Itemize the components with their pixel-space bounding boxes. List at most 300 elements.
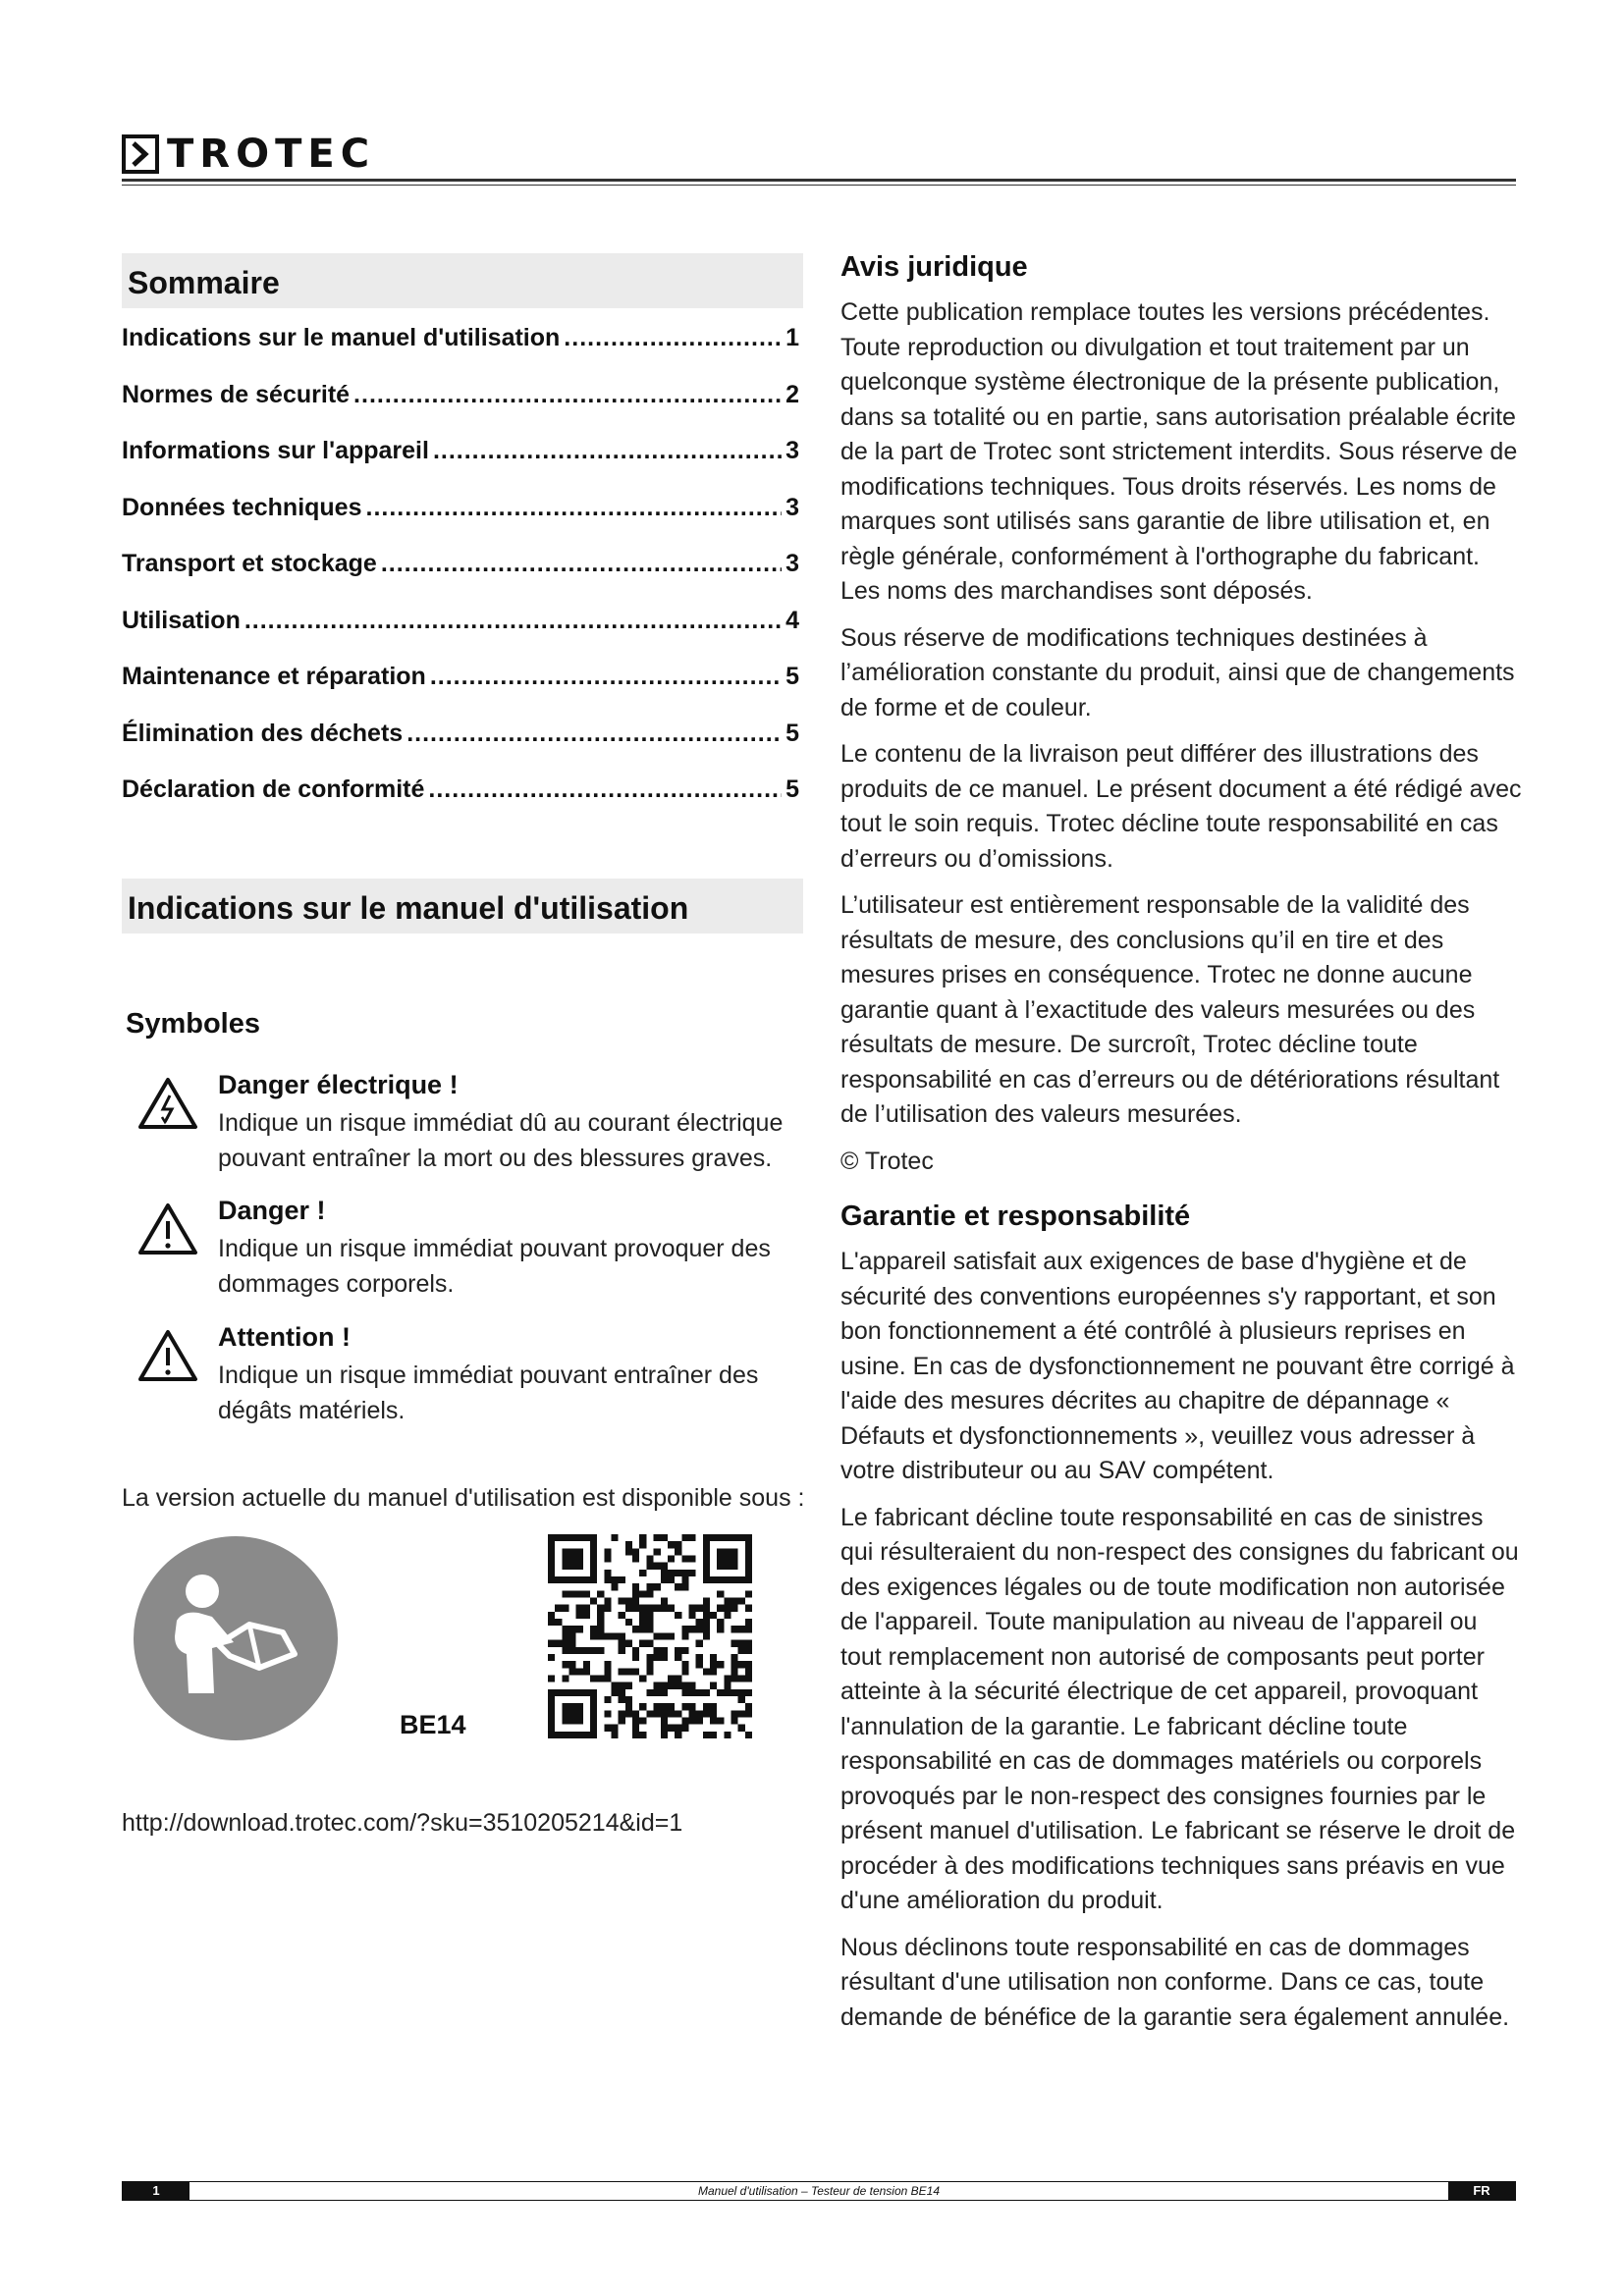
qr-module	[583, 1612, 590, 1619]
qr-module	[688, 1556, 695, 1563]
qr-module	[668, 1682, 675, 1689]
toc-leader-dots	[406, 720, 782, 748]
qr-module	[745, 1689, 752, 1696]
qr-module	[654, 1703, 661, 1710]
qr-module	[738, 1725, 745, 1732]
qr-module	[724, 1732, 731, 1738]
qr-module	[675, 1612, 681, 1619]
qr-module	[738, 1626, 745, 1632]
symbol-description	[218, 1358, 807, 1428]
qr-module	[731, 1605, 737, 1612]
toc-entry-title: Données techniques	[122, 493, 362, 521]
qr-module	[632, 1598, 639, 1605]
legal-paragraph: Le contenu de la livraison peut différer des illustrations des produits de ce manuel. Le présent document a été rédigé avec tout le soin requis. Trotec décline toute responsabilité en cas d’erreurs ou d’omissions.	[840, 740, 1522, 873]
qr-module	[632, 1590, 639, 1597]
symbol-description	[218, 1231, 807, 1302]
qr-module	[646, 1689, 653, 1696]
qr-module	[562, 1548, 583, 1570]
qr-module	[625, 1605, 632, 1612]
qr-module	[583, 1668, 590, 1675]
qr-module	[745, 1619, 752, 1626]
qr-module	[569, 1647, 576, 1654]
qr-module	[583, 1647, 590, 1654]
qr-module	[548, 1612, 555, 1619]
qr-module	[632, 1556, 639, 1563]
qr-module	[661, 1710, 668, 1717]
qr-module	[688, 1682, 695, 1689]
qr-module	[654, 1689, 661, 1696]
legal-heading: Avis juridique	[840, 251, 1028, 283]
qr-module	[675, 1732, 681, 1738]
qr-module	[681, 1703, 688, 1710]
qr-module	[675, 1675, 681, 1682]
qr-module	[597, 1632, 604, 1639]
toc-leader-dots	[433, 437, 782, 465]
qr-module	[703, 1689, 710, 1696]
qr-module	[696, 1640, 703, 1647]
qr-module	[625, 1548, 632, 1555]
qr-module	[696, 1689, 703, 1696]
qr-module	[745, 1626, 752, 1632]
qr-module	[597, 1619, 604, 1626]
qr-module	[696, 1619, 703, 1626]
qr-module	[696, 1654, 703, 1661]
qr-module	[724, 1689, 731, 1696]
qr-module	[604, 1661, 611, 1668]
toc-leader-dots	[430, 663, 782, 691]
qr-module	[745, 1675, 752, 1682]
qr-module	[703, 1668, 710, 1675]
toc-leader-dots	[564, 324, 782, 352]
qr-module	[576, 1647, 583, 1654]
qr-module	[612, 1632, 619, 1639]
toc-heading-box	[122, 253, 803, 308]
qr-module	[548, 1619, 555, 1626]
qr-module	[654, 1682, 661, 1689]
qr-module	[562, 1590, 568, 1597]
warranty-paragraph: L'appareil satisfait aux exigences de base d'hygiène et de sécurité des conventions européennes s'y rapportant, et son bon fonctionnement a été contrôlé à plusieurs reprises en usine. En cas de dysfonctionnement ne pouvant être corrigé à l'aide des mesures décrites au chapitre de dépannage « Défauts et dysfonctionnements », veuillez vous adresser à votre distributeur ou au SAV compétent.	[840, 1248, 1515, 1484]
qr-module	[619, 1668, 625, 1675]
qr-module	[731, 1717, 737, 1724]
qr-module	[619, 1682, 625, 1689]
toc-leader-dots	[366, 494, 783, 522]
qr-module	[576, 1612, 583, 1619]
qr-module	[569, 1668, 576, 1675]
qr-module	[745, 1590, 752, 1597]
qr-module	[731, 1640, 737, 1647]
qr-module	[619, 1612, 625, 1619]
toc-entry-title: Normes de sécurité	[122, 380, 351, 408]
qr-module	[703, 1710, 710, 1717]
qr-module	[731, 1668, 737, 1675]
qr-module	[639, 1605, 646, 1612]
qr-module	[654, 1710, 661, 1717]
toc-entry[interactable]	[122, 494, 799, 551]
qr-module	[597, 1612, 604, 1619]
qr-module	[625, 1710, 632, 1717]
qr-module	[654, 1534, 661, 1541]
qr-module	[661, 1732, 668, 1738]
qr-module	[710, 1654, 717, 1661]
qr-module	[696, 1626, 703, 1632]
qr-module	[738, 1675, 745, 1682]
toc-entry-title: Déclaration de conformité	[122, 775, 425, 803]
qr-module	[688, 1689, 695, 1696]
toc-heading: Sommaire	[128, 265, 280, 300]
qr-module	[562, 1605, 568, 1612]
warranty-heading: Garantie et responsabilité	[840, 1201, 1191, 1232]
qr-module	[738, 1598, 745, 1605]
qr-module	[646, 1590, 653, 1597]
qr-module	[724, 1612, 731, 1619]
qr-module	[569, 1626, 576, 1632]
toc-entry[interactable]	[122, 324, 799, 381]
qr-module	[710, 1661, 717, 1668]
electric-warning-icon	[137, 1076, 198, 1131]
qr-module	[661, 1563, 668, 1570]
qr-module	[710, 1710, 717, 1717]
qr-module	[562, 1675, 568, 1682]
read-manual-icon	[132, 1534, 340, 1742]
qr-module	[661, 1682, 668, 1689]
qr-module	[639, 1619, 646, 1626]
symbol-title: Danger électrique !	[218, 1070, 459, 1099]
qr-module	[646, 1612, 653, 1619]
qr-module	[548, 1675, 555, 1682]
qr-module	[710, 1732, 717, 1738]
qr-module	[619, 1632, 625, 1639]
qr-module	[619, 1696, 625, 1703]
qr-module	[661, 1717, 668, 1724]
qr-module	[675, 1710, 681, 1717]
legal-paragraph: Cette publication remplace toutes les versions précédentes. Toute reproduction ou divulgation et tout traitement par un quelconque système électronique de la présente publication, dans sa totalité ou en partie, sans autorisation préalable écrite de la part de Trotec sont strictement interdits. Sous réserve de modifications techniques. Tous droits réservés. Les noms de marques sont utilisés sans garantie de libre utilisation et, en règle générale, conformément à l'orthographe du fabricant. Les noms des marchandises sont déposés.	[840, 298, 1518, 605]
symbol-electric-danger	[122, 1070, 809, 1188]
qr-module	[555, 1640, 562, 1647]
header-rule	[122, 179, 1516, 182]
qr-module	[745, 1732, 752, 1738]
qr-module	[688, 1605, 695, 1612]
qr-module	[625, 1682, 632, 1689]
toc-leader-dots	[244, 607, 782, 635]
qr-module	[675, 1647, 681, 1654]
brand-name: TROTEC	[167, 132, 376, 177]
toc-leader-dots	[428, 775, 782, 804]
toc-entry-page: 3	[785, 493, 799, 521]
toc-entry-title: Utilisation	[122, 606, 241, 634]
warranty-paragraph: Nous déclinons toute responsabilité en cas de dommages résultant d'une utilisation non conforme. Dans ce cas, toute demande de bénéfice de la garantie sera également annulée.	[840, 1933, 1510, 2031]
qr-module	[710, 1612, 717, 1619]
qr-module	[738, 1661, 745, 1668]
qr-module	[646, 1654, 653, 1661]
qr-module	[612, 1682, 619, 1689]
qr-module	[688, 1703, 695, 1710]
qr-module	[654, 1654, 661, 1661]
qr-module	[717, 1626, 724, 1632]
qr-module	[646, 1661, 653, 1668]
qr-module	[696, 1710, 703, 1717]
qr-module	[654, 1563, 661, 1570]
qr-module	[688, 1626, 695, 1632]
qr-module	[675, 1654, 681, 1661]
qr-module	[668, 1675, 675, 1682]
qr-module	[632, 1710, 639, 1717]
qr-module	[681, 1725, 688, 1732]
qr-module	[654, 1632, 661, 1639]
toc-entry[interactable]	[122, 720, 799, 776]
symbol-line: dommages corporels.	[218, 1270, 455, 1298]
qr-module	[688, 1570, 695, 1576]
warning-icon	[137, 1201, 198, 1256]
qr-module	[731, 1654, 737, 1661]
qr-module	[612, 1576, 619, 1583]
legal-paragraph: Sous réserve de modifications techniques destinées à l’amélioration constante du produit, ainsi que de changements de forme et de couleur.	[840, 623, 1515, 721]
qr-module	[562, 1632, 568, 1639]
download-url[interactable]: http://download.trotec.com/?sku=3510205214&id=1	[122, 1809, 683, 1837]
qr-module	[675, 1541, 681, 1548]
qr-module	[738, 1710, 745, 1717]
symbol-line: Indique un risque immédiat pouvant provoquer des	[218, 1235, 771, 1262]
qr-module	[562, 1661, 568, 1668]
qr-module	[696, 1605, 703, 1612]
qr-module	[646, 1640, 653, 1647]
qr-module	[646, 1619, 653, 1626]
qr-module	[639, 1675, 646, 1682]
page-number: 1	[123, 2182, 189, 2200]
qr-module	[632, 1548, 639, 1555]
qr-module	[668, 1541, 675, 1548]
availability-text: La version actuelle du manuel d'utilisation est disponible sous :	[122, 1484, 805, 1512]
symbol-line: pouvant entraîner la mort ou des blessures graves.	[218, 1145, 773, 1172]
toc-entry-page: 3	[785, 437, 799, 464]
toc-entry[interactable]	[122, 437, 799, 494]
toc-entry-page: 5	[785, 663, 799, 690]
qr-module	[661, 1632, 668, 1639]
qr-module	[668, 1576, 675, 1583]
qr-module	[661, 1534, 668, 1541]
qr-module	[569, 1590, 576, 1597]
qr-module	[639, 1703, 646, 1710]
copyright: © Trotec	[840, 1147, 934, 1175]
qr-module	[675, 1583, 681, 1590]
symbols-heading: Symboles	[126, 1008, 260, 1040]
qr-module	[583, 1605, 590, 1612]
qr-module	[661, 1689, 668, 1696]
qr-module	[604, 1605, 611, 1612]
qr-module	[562, 1626, 568, 1632]
qr-module	[590, 1632, 597, 1639]
toc-entry-title: Informations sur l'appareil	[122, 437, 429, 464]
qr-module	[661, 1570, 668, 1576]
toc-entry[interactable]	[122, 607, 799, 664]
qr-module	[703, 1598, 710, 1605]
qr-module	[590, 1675, 597, 1682]
qr-module	[717, 1661, 724, 1668]
qr-module	[688, 1717, 695, 1724]
qr-module	[576, 1626, 583, 1632]
brand-logo	[122, 132, 375, 177]
warranty-paragraph: Le fabricant décline toute responsabilité en cas de sinistres qui résulteraient du non-respect des consignes du fabricant ou des exigences légales ou de toute modification non autorisée de l'appareil. Toute manipulation au niveau de l'appareil ou tout remplacement non autorisé de composants peut porter atteinte à la sécurité électrique de cet appareil, provoquant l'annulation de la garantie. Le fabricant décline toute responsabilité en cas de dommages matériels ou corporels provoqués par le non-respect des consignes fournies par le présent manuel d'utilisation. Le fabricant se réserve le droit de procéder à des modifications techniques sans préavis en vue d'une amélioration du produit.	[840, 1503, 1519, 1914]
qr-module	[717, 1605, 724, 1612]
qr-module	[703, 1605, 710, 1612]
qr-module	[625, 1640, 632, 1647]
qr-module	[639, 1717, 646, 1724]
qr-module	[632, 1732, 639, 1738]
qr-module	[612, 1534, 619, 1541]
toc-entry-title: Transport et stockage	[122, 550, 377, 577]
qr-module	[562, 1640, 568, 1647]
logo-arrow-icon	[122, 134, 159, 174]
qr-module	[639, 1640, 646, 1647]
qr-code[interactable]	[548, 1534, 752, 1738]
qr-module	[597, 1675, 604, 1682]
qr-module	[576, 1668, 583, 1675]
qr-module	[661, 1725, 668, 1732]
qr-module	[646, 1563, 653, 1570]
qr-module	[681, 1668, 688, 1675]
qr-module	[668, 1570, 675, 1576]
qr-module	[703, 1703, 710, 1710]
qr-module	[612, 1583, 619, 1590]
symbol-attention	[122, 1322, 809, 1440]
qr-module	[555, 1619, 562, 1626]
qr-module	[604, 1696, 611, 1703]
qr-module	[681, 1583, 688, 1590]
right-column	[840, 251, 1522, 2047]
qr-module	[681, 1626, 688, 1632]
qr-module	[590, 1598, 597, 1605]
toc-entry[interactable]	[122, 381, 799, 438]
qr-module	[681, 1576, 688, 1583]
qr-module	[604, 1632, 611, 1639]
qr-module	[654, 1605, 661, 1612]
symbol-line: dégâts matériels.	[218, 1397, 406, 1424]
qr-module	[675, 1725, 681, 1732]
manual-section-heading: Indications sur le manuel d'utilisation	[128, 890, 689, 926]
header-rule-thin	[122, 185, 1516, 186]
qr-module	[625, 1541, 632, 1548]
toc-entry-page: 5	[785, 775, 799, 803]
qr-module	[612, 1725, 619, 1732]
qr-module	[703, 1632, 710, 1639]
qr-module	[724, 1605, 731, 1612]
qr-module	[604, 1576, 611, 1583]
qr-module	[619, 1710, 625, 1717]
qr-module	[668, 1710, 675, 1717]
qr-module	[604, 1570, 611, 1576]
qr-module	[639, 1612, 646, 1619]
qr-module	[632, 1647, 639, 1654]
qr-module	[590, 1647, 597, 1654]
qr-module	[731, 1598, 737, 1605]
qr-module	[724, 1682, 731, 1689]
qr-module	[569, 1640, 576, 1647]
toc-entry-page: 1	[785, 324, 799, 351]
toc-leader-dots	[353, 381, 782, 409]
qr-module	[661, 1703, 668, 1710]
qr-module	[661, 1576, 668, 1583]
qr-module	[576, 1590, 583, 1597]
qr-module	[745, 1640, 752, 1647]
qr-module	[688, 1534, 695, 1541]
qr-module	[745, 1661, 752, 1668]
table-of-contents	[122, 324, 799, 832]
qr-module	[738, 1689, 745, 1696]
qr-module	[668, 1703, 675, 1710]
qr-module	[745, 1710, 752, 1717]
qr-module	[619, 1689, 625, 1696]
toc-entry-page: 2	[785, 380, 799, 408]
qr-module	[548, 1654, 555, 1661]
symbol-title: Attention !	[218, 1322, 351, 1352]
qr-module	[654, 1583, 661, 1590]
qr-module	[562, 1703, 583, 1725]
page-footer	[122, 2181, 1516, 2201]
qr-module	[597, 1605, 604, 1612]
qr-module	[562, 1647, 568, 1654]
qr-module	[619, 1717, 625, 1724]
toc-entry[interactable]	[122, 775, 799, 832]
qr-module	[632, 1725, 639, 1732]
qr-module	[625, 1703, 632, 1710]
qr-module	[646, 1626, 653, 1632]
qr-module	[619, 1640, 625, 1647]
qr-module	[612, 1732, 619, 1738]
qr-module	[639, 1732, 646, 1738]
qr-module	[731, 1710, 737, 1717]
qr-module	[675, 1548, 681, 1555]
qr-module	[646, 1556, 653, 1563]
qr-module	[597, 1590, 604, 1597]
qr-module	[654, 1647, 661, 1654]
qr-module	[597, 1647, 604, 1654]
qr-module	[619, 1647, 625, 1654]
qr-module	[632, 1626, 639, 1632]
qr-module	[661, 1654, 668, 1661]
qr-module	[668, 1632, 675, 1639]
model-label: BE14	[400, 1710, 466, 1739]
qr-module	[688, 1612, 695, 1619]
qr-module	[681, 1570, 688, 1576]
qr-module	[717, 1590, 724, 1597]
qr-module	[661, 1605, 668, 1612]
qr-module	[696, 1661, 703, 1668]
qr-module	[625, 1696, 632, 1703]
qr-module	[604, 1548, 611, 1555]
qr-module	[668, 1605, 675, 1612]
qr-module	[646, 1710, 653, 1717]
language-code: FR	[1448, 2182, 1515, 2200]
qr-module	[738, 1647, 745, 1654]
qr-module	[745, 1605, 752, 1612]
qr-module	[681, 1632, 688, 1639]
symbol-line: Indique un risque immédiat pouvant entraîner des	[218, 1362, 759, 1389]
qr-module	[710, 1668, 717, 1675]
qr-module	[738, 1696, 745, 1703]
toc-entry[interactable]	[122, 550, 799, 607]
qr-module	[639, 1570, 646, 1576]
toc-entry[interactable]	[122, 663, 799, 720]
qr-module	[639, 1541, 646, 1548]
qr-module	[696, 1717, 703, 1724]
qr-module	[604, 1725, 611, 1732]
qr-module	[548, 1640, 555, 1647]
qr-module	[632, 1717, 639, 1724]
qr-module	[731, 1626, 737, 1632]
qr-module	[731, 1675, 737, 1682]
qr-module	[703, 1732, 710, 1738]
qr-module	[619, 1598, 625, 1605]
toc-leader-dots	[381, 550, 782, 578]
